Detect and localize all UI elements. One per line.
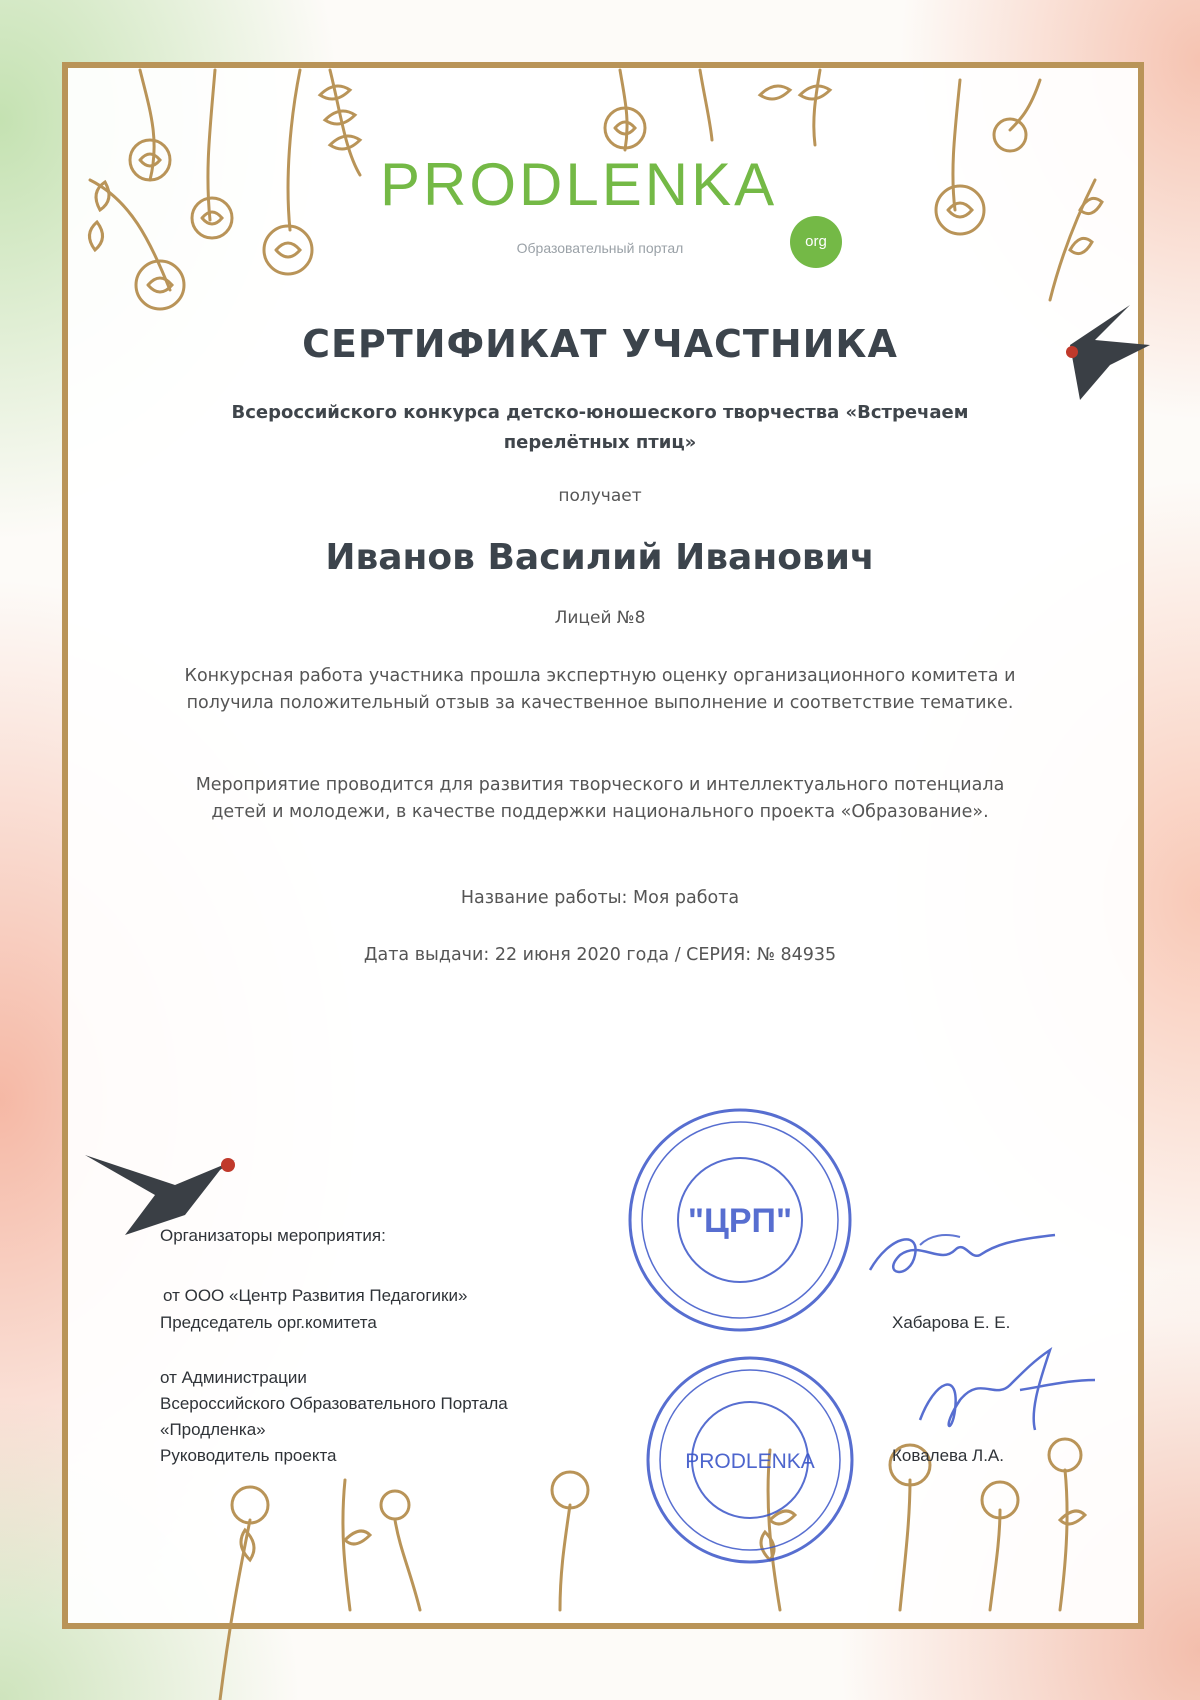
org2-line2: Всероссийского Образовательного Портала bbox=[160, 1394, 508, 1413]
crp-seal-center: "ЦРП" bbox=[687, 1202, 793, 1240]
school-name: Лицей №8 bbox=[554, 608, 646, 628]
issue-date: Дата выдачи: 22 июня 2020 года / СЕРИЯ: № 84935 bbox=[363, 945, 837, 965]
prodlenka-seal-stamp bbox=[640, 1350, 860, 1570]
org2-line1: от Администрации bbox=[160, 1368, 307, 1387]
purpose-paragraph: Мероприятие проводится для развития творческого и интеллектуального потенциала детей и молодежи, в качестве поддержки национального проекта «Образование». bbox=[195, 775, 1005, 822]
evaluation-paragraph: Конкурсная работа участника прошла экспертную оценку организационного комитета и получила положительный отзыв за качественное выполнение и соответствие тематике. bbox=[184, 666, 1016, 713]
org2-position: Руководитель проекта bbox=[160, 1446, 337, 1465]
org1-name: от ООО «Центр Развития Педагогики» bbox=[163, 1286, 468, 1305]
crp-seal-stamp bbox=[620, 1100, 860, 1340]
prodlenka-logo: PRODLENKA bbox=[380, 151, 778, 218]
org1-signer: Хабарова Е. Е. bbox=[892, 1313, 1011, 1332]
signature-khabarova bbox=[860, 1215, 1060, 1295]
contest-name: Всероссийского конкурса детско-юношеского творчества «Встречаем перелётных птиц» bbox=[231, 402, 969, 453]
org2-line3: «Продленка» bbox=[160, 1420, 266, 1439]
receives-label: получает bbox=[558, 486, 642, 506]
recipient-name: Иванов Василий Иванович bbox=[325, 537, 875, 578]
certificate-title: СЕРТИФИКАТ УЧАСТНИКА bbox=[302, 322, 898, 366]
logo-subtitle: Образовательный портал bbox=[516, 240, 684, 256]
organizers-heading: Организаторы мероприятия: bbox=[160, 1226, 386, 1245]
signature-kovaleva bbox=[900, 1340, 1100, 1450]
org1-position: Председатель орг.комитета bbox=[160, 1313, 377, 1332]
prodlenka-seal-center: PRODLENKA bbox=[685, 1450, 815, 1473]
org2-signer: Ковалева Л.А. bbox=[892, 1446, 1004, 1465]
swallow-left-icon bbox=[85, 1155, 235, 1235]
swallow-right-icon bbox=[1066, 305, 1150, 400]
work-name: Название работы: Моя работа bbox=[460, 888, 740, 908]
logo-org-badge: org bbox=[790, 216, 842, 268]
